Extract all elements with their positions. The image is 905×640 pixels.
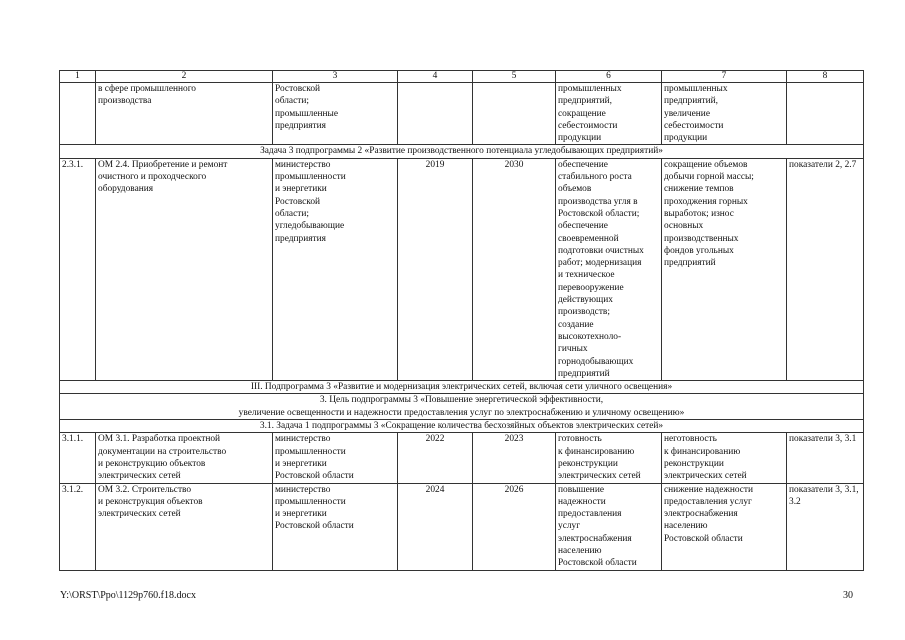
- section-row: [60, 420, 864, 433]
- executor-cell: министерство промышленности и энергетики Ростовской области: [273, 483, 398, 570]
- consequence-cell: неготовность к финансированию реконструкции электрических сетей: [662, 433, 787, 483]
- end-year-cell: [473, 83, 556, 145]
- measure-name-cell: ОМ 2.4. Приобретение и ремонт очистного и проходческого оборудования: [96, 158, 273, 380]
- row-number-cell: 3.1.1.: [60, 433, 96, 483]
- task-heading: Задача 3 подпрограммы 2 «Развитие производственного потенциала угледобывающих предприятий»: [60, 145, 864, 158]
- end-year-cell: 2030: [473, 158, 556, 380]
- start-year-cell: 2024: [398, 483, 473, 570]
- measures-table: [59, 70, 864, 571]
- indicators-cell: показатели 3, 3.1: [787, 433, 864, 483]
- column-number: 5: [473, 71, 556, 83]
- consequence-cell: сокращение объемов добычи горной массы; снижение темпов проходжения горных выработок; износ основных производственных фондов угольных предприятий: [662, 158, 787, 380]
- column-number: 1: [60, 71, 96, 83]
- indicators-cell: показатели 2, 2.7: [787, 158, 864, 380]
- end-year-cell: 2026: [473, 483, 556, 570]
- row-number-cell: [60, 83, 96, 145]
- continuation-row: [60, 83, 864, 145]
- measure-name-cell: ОМ 3.2. Строительство и реконструкция объектов электрических сетей: [96, 483, 273, 570]
- executor-cell: министерство промышленности и энергетики Ростовской области: [273, 433, 398, 483]
- row-number-cell: 3.1.2.: [60, 483, 96, 570]
- executor-cell: Ростовской области; промышленные предприятия: [273, 83, 398, 145]
- expected-result-cell: повышение надежности предоставления услуг электроснабжения населению Ростовской области: [556, 483, 662, 570]
- executor-cell: министерство промышленности и энергетики Ростовской области; угледобывающие предприятия: [273, 158, 398, 380]
- column-number: 6: [556, 71, 662, 83]
- indicators-cell: [787, 83, 864, 145]
- column-number: 2: [96, 71, 273, 83]
- section-row: [60, 145, 864, 158]
- section-row: [60, 394, 864, 420]
- expected-result-cell: обеспечение стабильного роста объемов производства угля в Ростовской области; обеспечение своевременной подготовки очистных работ; модернизация и техническое перевооружение действующих производств; создание высокотехноло- гичных горнодобывающих предприятий: [556, 158, 662, 380]
- column-number-row: [60, 71, 864, 83]
- column-number: 3: [273, 71, 398, 83]
- measure-name-cell: в сфере промышленного производства: [96, 83, 273, 145]
- row-number-cell: 2.3.1.: [60, 158, 96, 380]
- column-number: 8: [787, 71, 864, 83]
- section-row: [60, 381, 864, 394]
- end-year-cell: 2023: [473, 433, 556, 483]
- consequence-cell: снижение надежности предоставления услуг электроснабжения населению Ростовской области: [662, 483, 787, 570]
- column-number: 7: [662, 71, 787, 83]
- start-year-cell: 2019: [398, 158, 473, 380]
- table-row: [60, 433, 864, 483]
- expected-result-cell: промышленных предприятий, сокращение себестоимости продукции: [556, 83, 662, 145]
- page-number: 30: [843, 590, 853, 601]
- column-number: 4: [398, 71, 473, 83]
- file-path: Y:\ORST\Ppo\1129p760.f18.docx: [60, 590, 196, 601]
- goal-heading: 3. Цель подпрограммы 3 «Повышение энергетической эффективности, увеличение освещенности и надежности предоставления услуг по электроснабжению и уличному освещению»: [60, 394, 864, 420]
- start-year-cell: [398, 83, 473, 145]
- table-row: [60, 158, 864, 380]
- consequence-cell: промышленных предприятий, увеличение себестоимости продукции: [662, 83, 787, 145]
- start-year-cell: 2022: [398, 433, 473, 483]
- task-heading: 3.1. Задача 1 подпрограммы 3 «Сокращение количества бесхозяйных объектов электрических сетей»: [60, 420, 864, 433]
- indicators-cell: показатели 3, 3.1, 3.2: [787, 483, 864, 570]
- measure-name-cell: ОМ 3.1. Разработка проектной документации на строительство и реконструкцию объектов электрических сетей: [96, 433, 273, 483]
- expected-result-cell: готовность к финансированию реконструкции электрических сетей: [556, 433, 662, 483]
- table-row: [60, 483, 864, 570]
- subprogram-heading: III. Подпрограмма 3 «Развитие и модернизация электрических сетей, включая сети уличного освещения»: [60, 381, 864, 394]
